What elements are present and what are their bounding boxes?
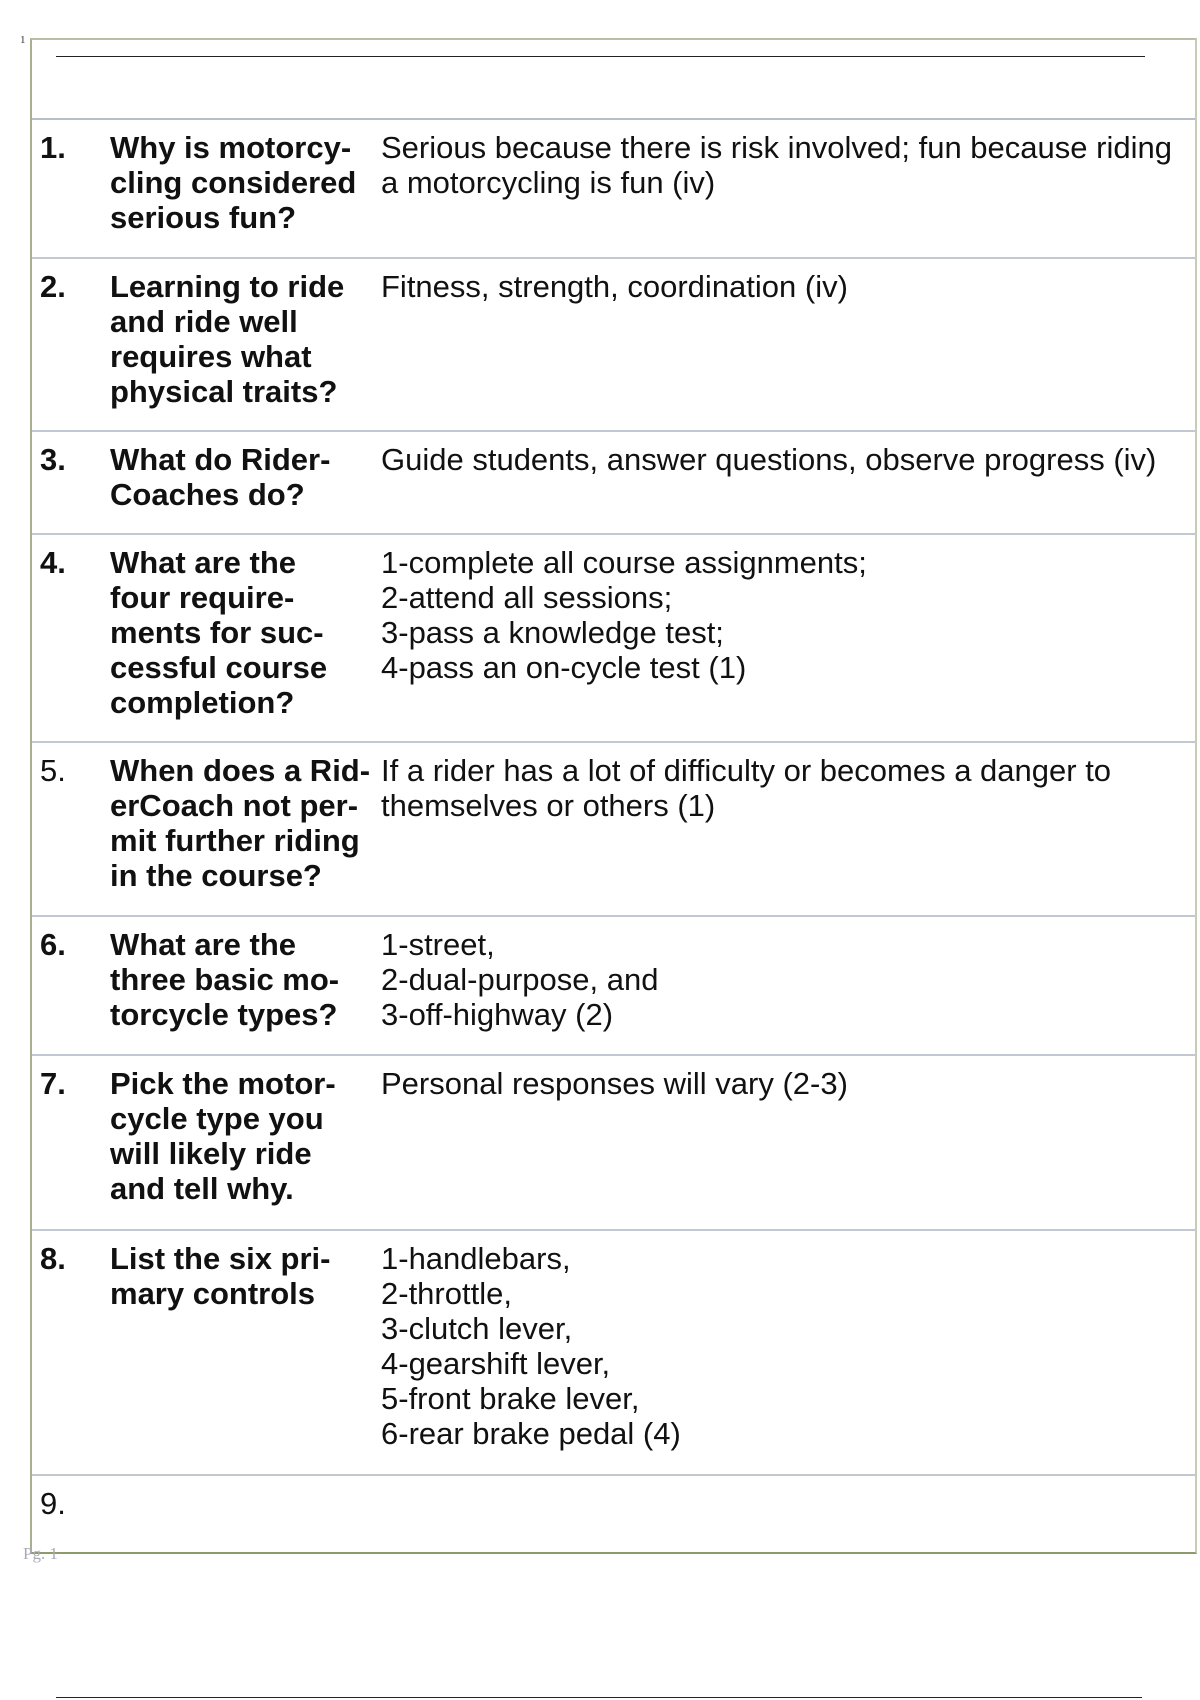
table-row	[32, 259, 1195, 432]
answer-line: 5-front brake lever,	[381, 1381, 640, 1416]
row-number: 6.	[40, 927, 66, 962]
answer-line: 3-clutch lever,	[381, 1311, 573, 1346]
answer-cell	[381, 269, 1193, 304]
question-line: physical traits?	[110, 374, 338, 409]
footer-rule	[56, 1697, 1142, 1698]
question-line: List the six pri-	[110, 1241, 331, 1276]
question-line: Coaches do?	[110, 477, 305, 512]
table-row	[32, 1056, 1195, 1231]
question-line: mary controls	[110, 1276, 316, 1311]
question-line: ments for suc-	[110, 615, 324, 650]
table-row	[32, 917, 1195, 1056]
question-line: torcycle types?	[110, 997, 338, 1032]
answer-line: 4-pass an on-cycle test (1)	[381, 650, 747, 685]
question-line: in the course?	[110, 858, 322, 893]
question-cell	[110, 1241, 380, 1311]
question-cell	[110, 753, 380, 893]
question-line: When does a Rid-	[110, 753, 371, 788]
table-header-cell	[32, 40, 1195, 120]
answer-cell	[381, 753, 1193, 823]
question-line: What do Rider-	[110, 442, 331, 477]
question-line: three basic mo-	[110, 962, 340, 997]
worksheet-table	[30, 38, 1197, 1554]
question-line: and ride well	[110, 304, 298, 339]
question-line: and tell why.	[110, 1171, 294, 1206]
page-marker: 1	[20, 34, 26, 46]
answer-line: 4-gearshift lever,	[381, 1346, 611, 1381]
question-line: completion?	[110, 685, 295, 720]
table-row	[32, 743, 1195, 917]
question-line: What are the	[110, 927, 297, 962]
question-cell	[110, 442, 380, 512]
row-number: 9.	[40, 1486, 66, 1521]
question-line: requires what	[110, 339, 312, 374]
question-cell	[110, 1066, 380, 1206]
answer-line: 3-pass a knowledge test;	[381, 615, 724, 650]
question-line: cling considered	[110, 165, 357, 200]
table-row	[32, 1231, 1195, 1476]
answer-line: 2-dual-purpose, and	[381, 962, 659, 997]
question-cell	[110, 269, 380, 409]
question-line: Why is motorcy-	[110, 130, 352, 165]
answer-line: 2-throttle,	[381, 1276, 512, 1311]
answer-line: 1-complete all course assignments;	[381, 545, 867, 580]
table-row	[32, 1476, 1195, 1554]
question-cell	[110, 130, 380, 235]
answer-line: 1-street,	[381, 927, 495, 962]
question-line: Pick the motor-	[110, 1066, 336, 1101]
question-line: cessful course	[110, 650, 328, 685]
answer-line: If a rider has a lot of difficulty or becomes a danger to	[381, 753, 1112, 788]
table-row	[32, 535, 1195, 743]
row-number: 2.	[40, 269, 66, 304]
answer-line: Guide students, answer questions, observe progress (iv)	[381, 442, 1157, 477]
question-cell	[110, 545, 380, 720]
row-number: 4.	[40, 545, 66, 580]
row-number: 7.	[40, 1066, 66, 1101]
header-rule	[56, 56, 1145, 57]
question-line: four require-	[110, 580, 295, 615]
answer-cell	[381, 1066, 1193, 1101]
answer-line: 6-rear brake pedal (4)	[381, 1416, 681, 1451]
question-line: erCoach not per-	[110, 788, 359, 823]
question-line: What are the	[110, 545, 297, 580]
answer-line: Serious because there is risk involved; fun because riding	[381, 130, 1172, 165]
answer-line: Fitness, strength, coordination (iv)	[381, 269, 848, 304]
answer-cell	[381, 927, 1193, 1032]
table-row	[32, 432, 1195, 535]
question-line: Learning to ride	[110, 269, 345, 304]
answer-cell	[381, 442, 1193, 477]
answer-line: a motorcycling is fun (iv)	[381, 165, 716, 200]
row-number: 3.	[40, 442, 66, 477]
answer-line: 2-attend all sessions;	[381, 580, 673, 615]
question-line: serious fun?	[110, 200, 297, 235]
answer-line: 3-off-highway (2)	[381, 997, 614, 1032]
table-row	[32, 120, 1195, 259]
answer-cell	[381, 130, 1193, 200]
answer-line: themselves or others (1)	[381, 788, 716, 823]
question-line: will likely ride	[110, 1136, 312, 1171]
answer-cell	[381, 1241, 1193, 1451]
row-number: 8.	[40, 1241, 66, 1276]
answer-line: 1-handlebars,	[381, 1241, 571, 1276]
page-number-label: Pg. 1	[23, 1544, 58, 1563]
question-line: cycle type you	[110, 1101, 324, 1136]
question-cell	[110, 927, 380, 1032]
row-number: 5.	[40, 753, 66, 788]
answer-line: Personal responses will vary (2-3)	[381, 1066, 848, 1101]
question-line: mit further riding	[110, 823, 360, 858]
row-number: 1.	[40, 130, 66, 165]
answer-cell	[381, 545, 1193, 685]
